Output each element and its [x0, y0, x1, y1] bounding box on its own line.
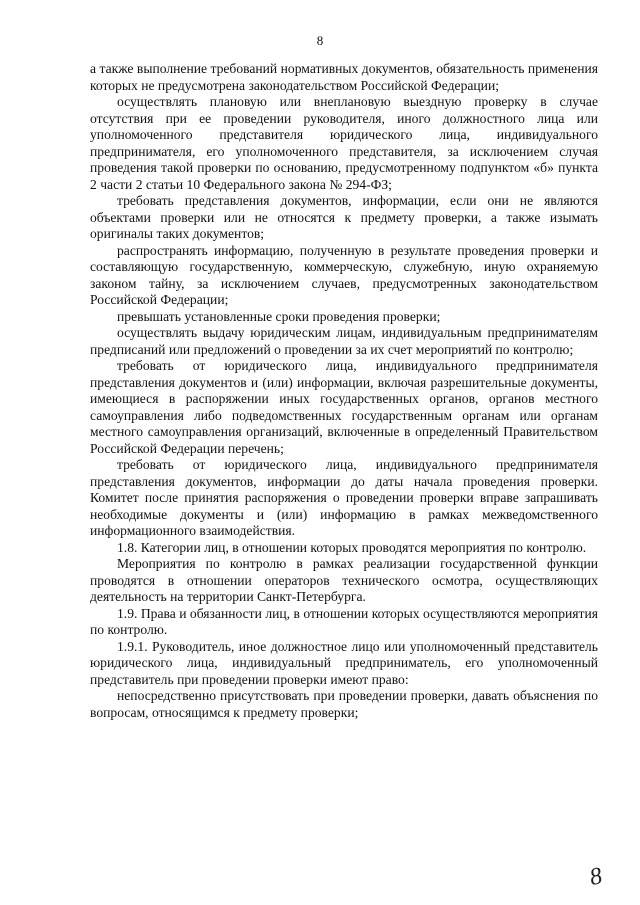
- paragraph: Мероприятия по контролю в рамках реализации государственной функции проводятся в отношении операторов технического осмотра, осуществляющих деятельность на территории Санкт-Петербурга.: [90, 556, 598, 604]
- paragraph: требовать от юридического лица, индивидуального предпринимателя представления документов и (или) информации, включая разрешительные документы, имеющиеся в распоряжении иных государственных органов, органов местного самоуправления либо подведомственных государственным органам или органам местного самоуправления организаций, включенные в определенный Правительством Российской Федерации перечень;: [90, 358, 598, 456]
- page-number: 8: [316, 33, 324, 48]
- document-body: [90, 61, 598, 721]
- paragraph: требовать от юридического лица, индивидуального предпринимателя представления документов, информации до даты начала проведения проверки. Комитет после принятия распоряжения о проведении проверки вправе запрашивать необходимые документы и (или) информацию в рамках межведомственного информационного взаимодействия.: [90, 457, 598, 538]
- paragraph: осуществлять выдачу юридическим лицам, индивидуальным предпринимателям предписаний или предложений о проведении за их счет мероприятий по контролю;: [90, 325, 598, 357]
- section-heading: 1.9. Права и обязанности лиц, в отношении которых осуществляются мероприятия по контролю.: [90, 605, 598, 637]
- paragraph: осуществлять плановую или внеплановую выездную проверку в случае отсутствия при ее проведении руководителя, иного должностного лица или уполномоченного представителя юридического лица, индивидуального предпринимателя, его уполномоченного представителя, за исключением случая проведения такой проверки по основанию, предусмотренному подпунктом «б» пункта 2 части 2 статьи 10 Федерального закона № 294-ФЗ;: [90, 94, 598, 192]
- paragraph: а также выполнение требований нормативных документов, обязательность применения которых не предусмотрена законодательством Российской Федерации;: [90, 61, 598, 93]
- paragraph: требовать представления документов, информации, если они не являются объектами проверки или не относятся к предмету проверки, а также изымать оригиналы таких документов;: [90, 193, 598, 241]
- paragraph: превышать установленные сроки проведения проверки;: [117, 308, 441, 324]
- section-heading: 1.8. Категории лиц, в отношении которых проводятся мероприятия по контролю.: [117, 539, 587, 555]
- paragraph: непосредственно присутствовать при проведении проверки, давать объяснения по вопросам, относящимся к предмету проверки;: [90, 688, 598, 720]
- handwritten-page-mark: 8: [587, 863, 605, 891]
- paragraph: распространять информацию, полученную в результате проведения проверки и составляющую государственную, коммерческую, служебную, иную охраняемую законом тайну, за исключением случаев, предусмотренных законодательством Российской Федерации;: [90, 242, 598, 307]
- paragraph: 1.9.1. Руководитель, иное должностное лицо или уполномоченный представитель юридического лица, индивидуальный предприниматель, его уполномоченный представитель при проведении проверки имеют право:: [90, 638, 598, 687]
